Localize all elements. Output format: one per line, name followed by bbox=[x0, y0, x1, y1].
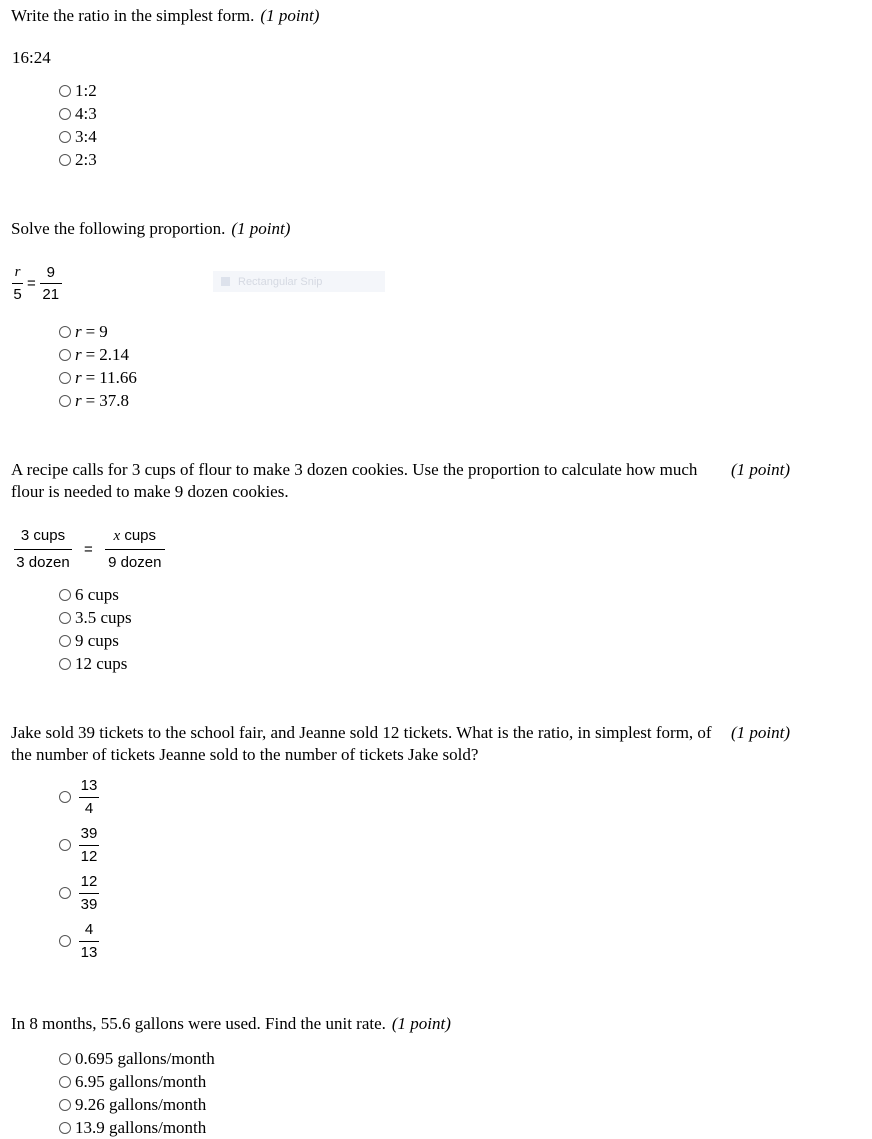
options-q1 bbox=[59, 79, 97, 171]
points-label: (1 point) bbox=[731, 460, 791, 479]
fraction-right: $\frac{9}{21}$ bbox=[40, 262, 62, 305]
fraction: $\frac{39}{12}$ bbox=[80, 824, 98, 865]
radio-button[interactable] bbox=[59, 326, 71, 338]
points-label: (1 point) bbox=[731, 723, 791, 742]
option[interactable] bbox=[59, 821, 99, 869]
question-1-text: Write the ratio in the simplest form. (1 point) bbox=[11, 6, 320, 25]
radio-button[interactable] bbox=[59, 1099, 71, 1111]
radio-button[interactable] bbox=[59, 131, 71, 143]
option[interactable]: r = 11.66 bbox=[59, 366, 137, 389]
question-3-text: A recipe calls for 3 cups of flour to make 3 dozen cookies. Use the proportion to calculate how much flour is needed to make 9 dozen cookies. bbox=[11, 460, 698, 501]
fraction: $\frac{4}{13}$ bbox=[80, 920, 98, 961]
radio-button[interactable] bbox=[59, 658, 71, 670]
radio-button[interactable] bbox=[59, 635, 71, 647]
fraction: $\frac{12}{39}$ bbox=[80, 872, 98, 913]
fraction-left: $\frac{r}{5}$ bbox=[13, 264, 22, 303]
points-label: (1 point) bbox=[391, 1014, 451, 1033]
option[interactable]: r = 37.8 bbox=[59, 389, 137, 412]
option[interactable]: 9 cups bbox=[59, 629, 132, 652]
radio-button[interactable] bbox=[59, 612, 71, 624]
option[interactable]: 0.695 gallons/month bbox=[59, 1047, 215, 1070]
options-q5 bbox=[59, 1047, 215, 1139]
fraction-left: $\frac{\text{3 cups}}{\text{3 dozen}}$ bbox=[14, 523, 72, 576]
radio-button[interactable] bbox=[59, 1053, 71, 1065]
option[interactable]: 2:3 bbox=[59, 148, 97, 171]
options-q3 bbox=[59, 583, 132, 675]
options-q2 bbox=[59, 320, 137, 412]
radio-button[interactable] bbox=[59, 395, 71, 407]
given-proportion: $\frac{r}{5}$ = $\frac{9}{21}$ bbox=[12, 262, 62, 305]
option[interactable] bbox=[59, 869, 99, 917]
option[interactable]: 6 cups bbox=[59, 583, 132, 606]
fraction-right: $\frac{\text{x cups}}{\text{9 dozen}}$ bbox=[105, 523, 165, 576]
points-label: (1 point) bbox=[231, 219, 291, 238]
given-proportion: $\frac{\text{3 cups}}{\text{3 dozen}}$ = $\frac{\text{x cups}}{\text{9 dozen}}$ bbox=[14, 523, 165, 576]
option[interactable]: 6.95 gallons/month bbox=[59, 1070, 215, 1093]
option[interactable]: 12 cups bbox=[59, 652, 132, 675]
snip-overlay: Rectangular Snip bbox=[213, 271, 385, 292]
option[interactable]: r = 9 bbox=[59, 320, 137, 343]
question-4-text: Jake sold 39 tickets to the school fair, and Jeanne sold 12 tickets. What is the ratio, in simplest form, of the number of tickets Jeanne sold to the number of tickets Jake sold? bbox=[11, 723, 712, 764]
radio-button[interactable] bbox=[59, 154, 71, 166]
radio-button[interactable] bbox=[59, 108, 71, 120]
option[interactable] bbox=[59, 917, 99, 965]
question-2-text: Solve the following proportion. (1 point) bbox=[11, 219, 291, 238]
option[interactable]: 4:3 bbox=[59, 102, 97, 125]
options-q4 bbox=[59, 773, 99, 965]
radio-button[interactable] bbox=[59, 791, 71, 803]
radio-button[interactable] bbox=[59, 372, 71, 384]
radio-button[interactable] bbox=[59, 589, 71, 601]
radio-button[interactable] bbox=[59, 839, 71, 851]
option[interactable]: 3.5 cups bbox=[59, 606, 132, 629]
option[interactable]: 9.26 gallons/month bbox=[59, 1093, 215, 1116]
radio-button[interactable] bbox=[59, 349, 71, 361]
given-ratio: 16:24 bbox=[12, 48, 51, 67]
option[interactable]: r = 2.14 bbox=[59, 343, 137, 366]
radio-button[interactable] bbox=[59, 935, 71, 947]
fraction: $\frac{13}{4}$ bbox=[80, 776, 98, 817]
option[interactable]: 13.9 gallons/month bbox=[59, 1116, 215, 1139]
scissors-icon bbox=[221, 277, 230, 286]
points-label: (1 point) bbox=[260, 6, 320, 25]
option[interactable]: 3:4 bbox=[59, 125, 97, 148]
question-5-text: In 8 months, 55.6 gallons were used. Find the unit rate. (1 point) bbox=[11, 1014, 451, 1033]
option[interactable] bbox=[59, 773, 99, 821]
option[interactable]: 1:2 bbox=[59, 79, 97, 102]
radio-button[interactable] bbox=[59, 85, 71, 97]
radio-button[interactable] bbox=[59, 1122, 71, 1134]
radio-button[interactable] bbox=[59, 1076, 71, 1088]
radio-button[interactable] bbox=[59, 887, 71, 899]
